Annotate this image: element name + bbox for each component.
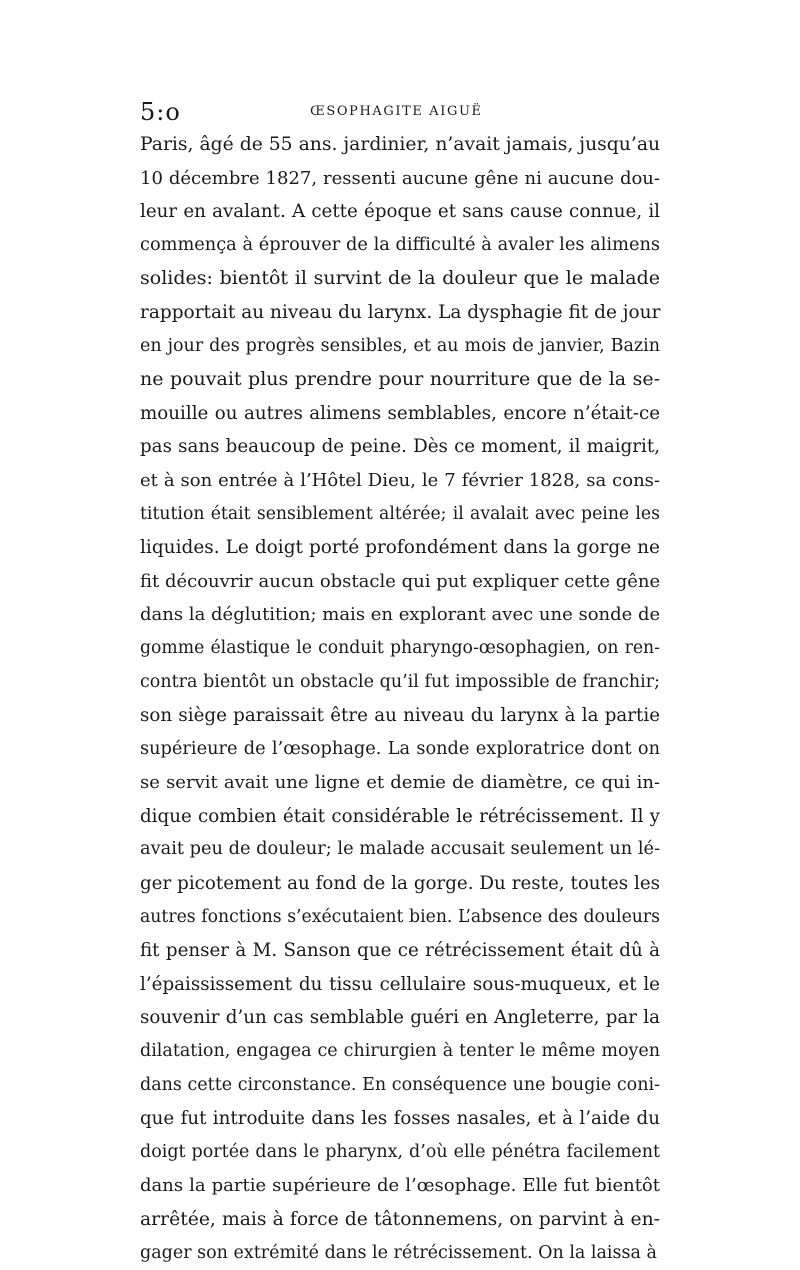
text-line: dans la partie supérieure de l’œsophage. Elle fut bientôt [140,1175,660,1197]
running-title: ŒSOPHAGITE AIGUË [310,104,483,119]
text-line: pas sans beaucoup de peine. Dès ce moment, il maigrit, [140,436,660,458]
text-line: en jour des progrès sensibles, et au mois de janvier, Bazin [140,335,660,356]
text-line: dans la déglutition; mais en explorant avec une sonde de [140,604,661,626]
text-line: ne pouvait plus prendre pour nourriture que de la se- [140,368,660,391]
text-line: leur en avalant. A cette époque et sans cause connue, il [140,201,660,223]
text-line: dique combien était considérable le rétrécissement. Il y [140,805,660,827]
text-line: Paris, âgé de 55 ans. jardinier, n’avait jamais, jusqu’au [140,134,661,155]
text-line: commença à éprouver de la difficulté à avaler les alimens [140,234,660,255]
text-line: se servit avait une ligne et demie de diamètre, ce qui in- [140,772,660,794]
text-line: doigt portée dans le pharynx, d’où elle pénétra facilement [140,1141,660,1162]
text-line: rapportait au niveau du larynx. La dysphagie fit de jour [140,301,661,323]
body-text [140,128,660,1270]
text-line: liquides. Le doigt porté profondément dans la gorge ne [140,537,660,559]
text-line: fit découvrir aucun obstacle qui put expliquer cette gêne [140,570,661,592]
page-header [140,98,660,126]
text-line: supérieure de l’œsophage. La sonde exploratrice dont on [140,738,660,759]
text-line: souvenir d’un cas semblable guéri en Angleterre, par la [140,1007,660,1029]
text-line: solides: bientôt il survint de la douleur que le malade [140,267,660,290]
text-line: son siège paraissait être au niveau du larynx à la partie [140,705,660,727]
text-line: dilatation, engagea ce chirurgien à tenter le même moyen [140,1041,660,1062]
text-line: 10 décembre 1827, ressenti aucune gêne ni aucune dou- [140,167,660,189]
text-line: fit penser à M. Sanson que ce rétrécissement était dû à [140,940,660,962]
text-line: arrêtée, mais à force de tâtonnemens, on parvint à en- [140,1209,660,1230]
text-line: dans cette circonstance. En conséquence une bougie coni- [140,1074,660,1095]
text-line: avait peu de douleur; le malade accusait seulement un lé- [140,839,660,860]
text-line: l’épaississement du tissu cellulaire sous-muqueux, et le [140,973,660,995]
text-line: que fut introduite dans les fosses nasales, et à l’aide du [140,1108,660,1130]
text-line: titution était sensiblement altérée; il avalait avec peine les [140,503,660,524]
text-line: et à son entrée à l’Hôtel Dieu, le 7 février 1828, sa cons- [140,469,660,491]
text-line: ger picotement au fond de la gorge. Du reste, toutes les [140,873,660,895]
text-line: mouille ou autres alimens semblables, encore n’était-ce [140,402,660,424]
text-line: autres fonctions s’exécutaient bien. L’absence des douleurs [140,906,660,927]
text-line: gomme élastique le conduit pharyngo-œsophagien, on ren- [140,637,660,658]
page-number: 5:o [140,98,181,126]
text-line: contra bientôt un obstacle qu’il fut impossible de franchir; [140,671,660,692]
text-line: gager son extrémité dans le rétrécissement. On la laissa à [140,1242,657,1263]
